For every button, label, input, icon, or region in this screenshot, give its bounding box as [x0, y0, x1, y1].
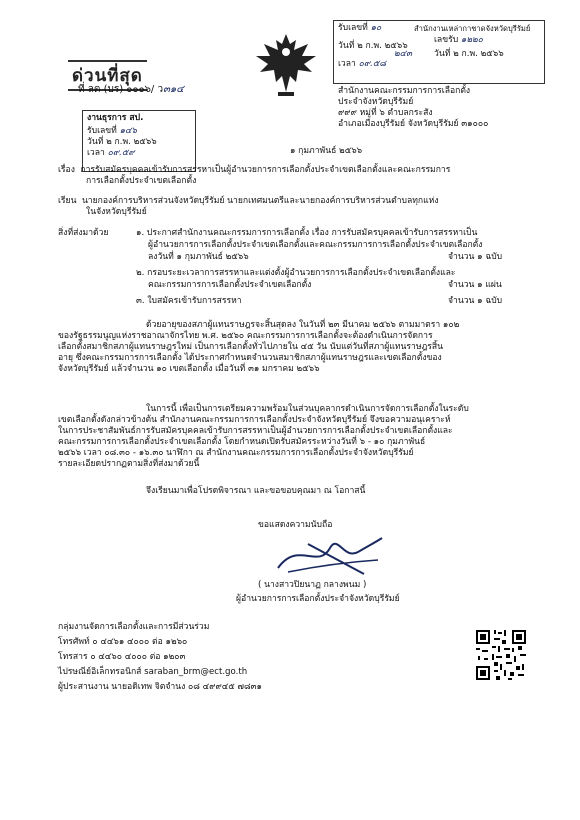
footer-phone: โทรศัพท์ ๐ ๔๔๖๑ ๔๐๐๐ ต่อ ๑๒๖๐	[58, 637, 188, 647]
sender-line-3: ๙๙๙ หมู่ที่ ๖ ตำบลกระสัง	[338, 108, 433, 118]
top-stamp-receive-no-label: รับเลขที่	[338, 23, 368, 33]
urgency-stamp: ด่วนที่สุด	[68, 60, 147, 91]
left-stamp-date	[83, 137, 195, 148]
paragraph-2-line-6: รายละเอียดปรากฏตามสิ่งที่ส่งมาด้วยนี้	[58, 459, 200, 469]
left-stamp-time	[83, 148, 195, 159]
paragraph-2-line-3: ในการประชาสัมพันธ์การรับสมัครบุคคลเข้ารับการสรรหาเป็นผู้อำนวยการการเลือกตั้งประจำเขตเลือกตั้งและ	[58, 426, 453, 436]
recipient-line-1: นายกองค์การบริหารส่วนจังหวัดบุรีรัมย์ นายกเทศมนตรีและนายกองค์การบริหารส่วนตำบลทุกแห่ง	[81, 196, 439, 206]
paragraph-2-line-1: ในการนี้ เพื่อเป็นการเตรียมความพร้อมในส่วนบุคลากรดำเนินการจัดการเลือกตั้งในระดับ	[146, 404, 469, 414]
left-stamp-time-label: เวลา	[87, 148, 105, 158]
subject-line-1: การรับสมัครบุคคลเข้ารับการสรรหาเป็นผู้อำนวยการการเลือกตั้งประจำเขตเลือกตั้งและคณะกรรมการ	[80, 165, 451, 175]
left-stamp-date-label: วันที่	[87, 137, 104, 147]
garuda-emblem	[252, 30, 320, 100]
footer-coordinator: ผู้ประสานงาน นายอดิเทพ จิตจำนง ๐๘ ๔๙๙๔๕ ๗๘๓๑	[58, 682, 262, 692]
top-stamp-handwritten: ๒๔๓	[394, 49, 413, 59]
regards: ขอแสดงความนับถือ	[258, 520, 333, 530]
left-stamp-no	[83, 126, 195, 137]
qr-code-icon	[474, 628, 528, 682]
footer-department: กลุ่มงานจัดการเลือกตั้งและการมีส่วนร่วม	[58, 622, 210, 632]
recipient-block	[58, 196, 439, 218]
left-received-stamp	[82, 110, 196, 172]
subject-block	[58, 165, 450, 187]
document-number-handwritten: ๓๑๔	[163, 84, 184, 95]
top-stamp-no2	[434, 35, 483, 46]
top-stamp-time-value: ๐๙.๕๘	[358, 59, 386, 69]
document-number-printed: ที่ ลต (บร) ๐๐๐๖/ ว	[78, 84, 164, 95]
top-stamp-date2-value: ๒ ก.พ. ๒๕๖๖	[453, 49, 504, 59]
paragraph-1-line-2: ของรัฐธรรมนูญแห่งราชอาณาจักรไทย พ.ศ. ๒๕๖๐ คณะกรรมการการเลือกตั้งจะต้องดำเนินการจัดการ	[58, 331, 433, 341]
letter-date: ๑ กุมภาพันธ์ ๒๕๖๖	[290, 146, 363, 156]
signer-title: ผู้อำนวยการการเลือกตั้งประจำจังหวัดบุรีรัมย์	[236, 594, 400, 604]
enclosure-1-line-2: ผู้อำนวยการการเลือกตั้งประจำเขตเลือกตั้งและคณะกรรมการการเลือกตั้งประจำเขตเลือกตั้ง	[148, 240, 483, 250]
enclosure-label: สิ่งที่ส่งมาด้วย	[58, 228, 109, 238]
footer-contact	[58, 622, 262, 693]
footer-email: ไปรษณีย์อิเล็กทรอนิกส์ saraban_brm@ect.go.th	[58, 667, 248, 677]
document-number	[78, 84, 184, 95]
enclosure-1-line-3: ลงวันที่ ๑ กุมภาพันธ์ ๒๕๖๖	[148, 252, 249, 262]
paragraph-1-line-5: จังหวัดบุรีรัมย์ แล้วจำนวน ๑๐ เขตเลือกตั้ง เมื่อวันที่ ๓๑ มกราคม ๒๕๖๖	[58, 364, 320, 374]
top-stamp-receive-no	[338, 23, 381, 34]
recipient-line-2: ในจังหวัดบุรีรัมย์	[86, 207, 147, 217]
top-stamp-no2-label: เลขรับ	[434, 35, 459, 45]
top-stamp-date2-label: วันที่	[434, 49, 451, 59]
top-stamp-date-label: วันที่	[338, 41, 355, 51]
top-stamp-no2-value: ๑๒๒๐	[460, 35, 483, 45]
paragraph-1-line-4: อายุ ซึ่งคณะกรรมการการเลือกตั้ง ได้ประกาศกำหนดจำนวนสมาชิกสภาผู้แทนราษฎรและเขตเลือกตั้งของ	[58, 353, 442, 363]
enclosure-1-line-1: ๑. ประกาศสำนักงานคณะกรรมการการเลือกตั้ง เรื่อง การรับสมัครบุคคลเข้ารับการสรรหาเป็น	[136, 228, 478, 238]
top-stamp-time	[338, 59, 386, 70]
signer-name: ( นางสาวปิยนาฏ กลางพนม )	[258, 580, 367, 590]
top-received-stamp	[333, 20, 545, 84]
left-stamp-time-value: ๐๙.๕๙	[107, 148, 135, 158]
top-stamp-office: สำนักงานเหล่ากาชาดจังหวัดบุรีรัมย์	[414, 24, 531, 33]
subject-label: เรื่อง	[58, 165, 75, 175]
paragraph-2-line-5: ๒๕๖๖ เวลา ๐๘.๓๐ - ๑๖.๓๐ นาฬิกา ณ สำนักงานคณะกรรมการการเลือกตั้งประจำจังหวัดบุรีรัมย์	[58, 448, 414, 458]
closing-paragraph: จึงเรียนมาเพื่อโปรดพิจารณา และขอขอบคุณมา ณ โอกาสนี้	[146, 486, 366, 496]
enclosure-2-line-1: ๒. กรอบระยะเวลาการสรรหาและแต่งตั้งผู้อำนวยการการเลือกตั้งประจำเขตเลือกตั้งและ	[136, 268, 456, 278]
sender-line-4: อำเภอเมืองบุรีรัมย์ จังหวัดบุรีรัมย์ ๓๑๐๐๐	[338, 119, 489, 129]
footer-fax: โทรสาร ๐ ๔๔๖๐ ๔๐๐๐ ต่อ ๑๒๐๓	[58, 652, 186, 662]
top-stamp-receive-no-value: ๑๐	[370, 23, 382, 33]
enclosure-2-line-2: คณะกรรมการการเลือกตั้งประจำเขตเลือกตั้ง	[148, 280, 312, 290]
sender-line-2: ประจำจังหวัดบุรีรัมย์	[338, 97, 414, 107]
enclosure-3-qty: จำนวน ๑ ฉบับ	[448, 296, 503, 306]
top-stamp-date-value: ๒ ก.พ. ๒๕๖๖	[357, 41, 408, 51]
paragraph-2-line-4: คณะกรรมการการเลือกตั้งประจำเขตเลือกตั้ง โดยกำหนดเปิดรับสมัครระหว่างวันที่ ๖ - ๑๐ กุมภาพันธ์	[58, 437, 426, 447]
paragraph-1-line-1: ด้วยอายุของสภาผู้แทนราษฎรจะสิ้นสุดลง ในวันที่ ๒๓ มีนาคม ๒๕๖๖ ตามมาตรา ๑๐๒	[146, 320, 460, 330]
subject-line-2: การเลือกตั้งประจำเขตเลือกตั้ง	[86, 176, 197, 186]
recipient-label: เรียน	[58, 196, 77, 206]
enclosure-1-qty: จำนวน ๑ ฉบับ	[448, 252, 503, 262]
paragraph-1-line-3: เลือกตั้งสมาชิกสภาผู้แทนราษฎรใหม่ เป็นการเลือกตั้งทั่วไปภายใน ๔๕ วัน นับแต่วันที่สภาผู้แทนราษฎรสิ้น	[58, 342, 444, 352]
left-stamp-no-label: รับเลขที่	[87, 126, 117, 136]
paragraph-2	[58, 404, 528, 470]
enclosure-3-line-1: ๓. ใบสมัครเข้ารับการสรรหา	[136, 296, 242, 306]
paragraph-1	[58, 320, 528, 375]
sender-line-1: สำนักงานคณะกรรมการการเลือกตั้ง	[338, 86, 471, 96]
top-stamp-time-label: เวลา	[338, 59, 356, 69]
top-stamp-date2	[434, 49, 504, 60]
enclosure-2-qty: จำนวน ๑ แผ่น	[448, 280, 502, 290]
left-stamp-no-value: ๑๔๖	[119, 126, 137, 136]
left-stamp-date-value: ๒ ก.พ. ๒๕๖๖	[106, 137, 157, 147]
left-stamp-title: งานธุรการ สป.	[87, 113, 144, 123]
paragraph-2-line-2: เขตเลือกตั้งดังกล่าวข้างต้น สำนักงานคณะกรรมการการเลือกตั้งประจำจังหวัดบุรีรัมย์ จึงขอความอนุเคราะห์	[58, 415, 451, 425]
sender-address	[338, 86, 488, 130]
handwritten-signature	[268, 530, 388, 580]
